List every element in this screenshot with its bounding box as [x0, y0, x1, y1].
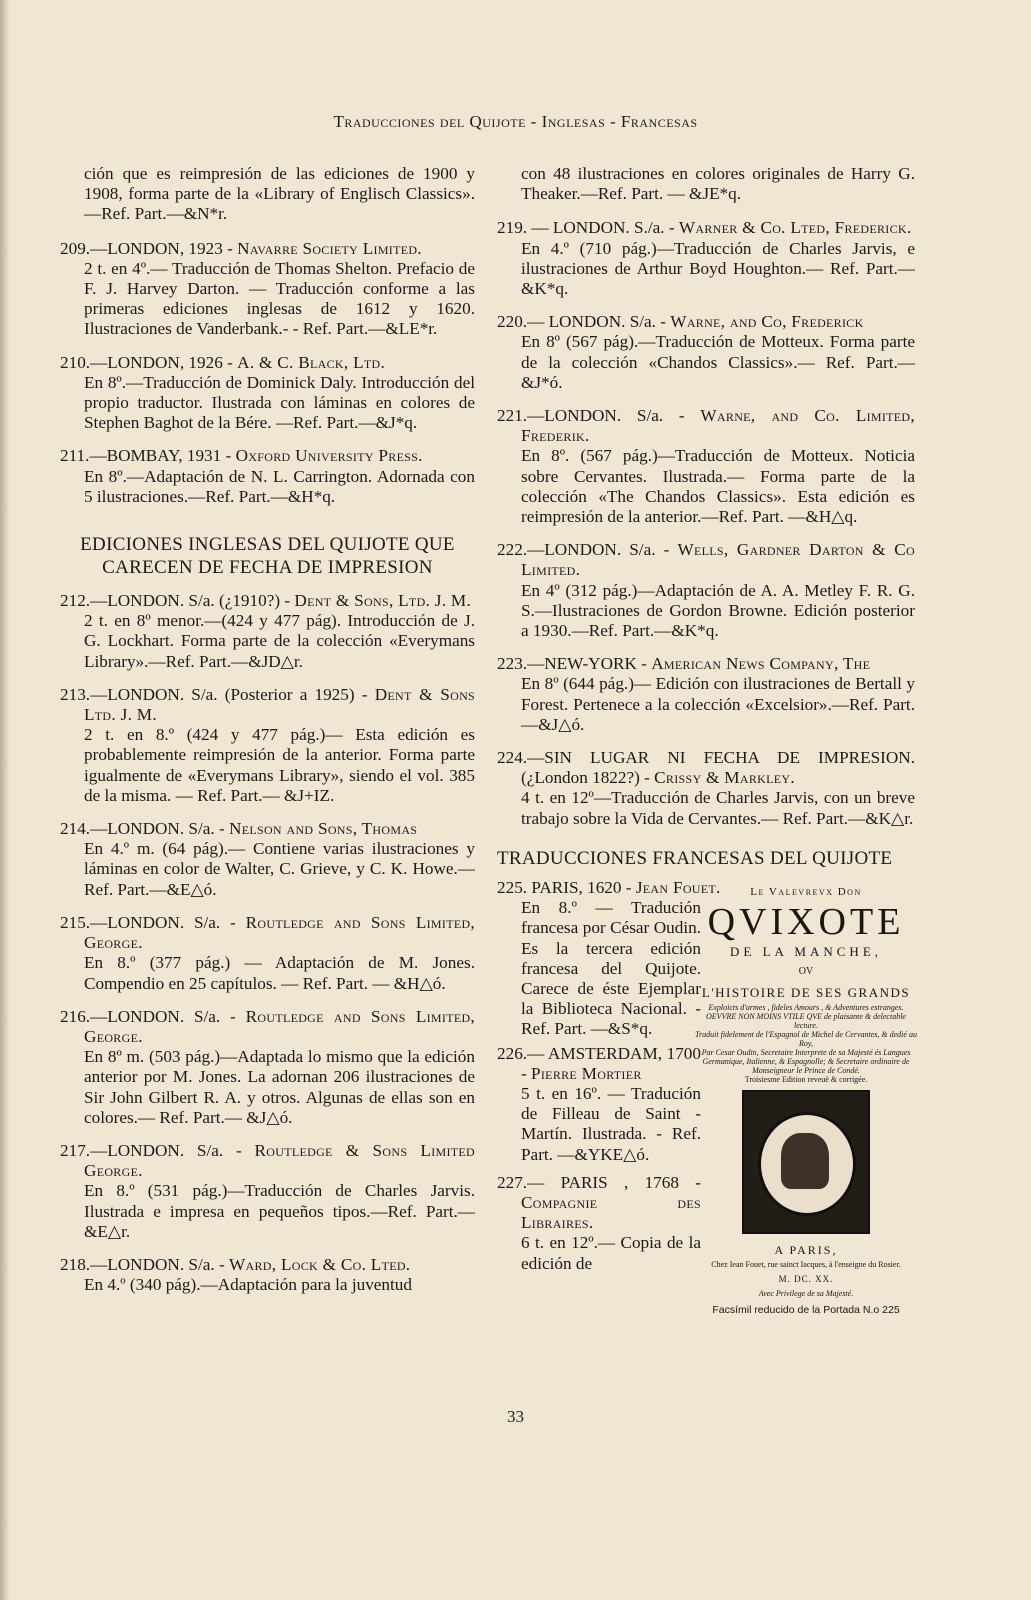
- entry-publisher: Pierre Mortier: [531, 1063, 642, 1083]
- entry-body: En 8.º (531 pág.)—Traducción de Charles Jarvis. Ilustrada e impresa en pequeños tipos.—Ref. Part.—&E△r.: [84, 1181, 475, 1241]
- entry-body: 2 t. en 8º menor.—(424 y 477 pág). Introducción de J. G. Lockhart. Forma parte de la colección «Everymans Library».—Ref. Part.—&JD△r.: [84, 611, 475, 671]
- facsimile-line: Troisiesme Edition reveuë & corrigée.: [744, 1074, 868, 1084]
- facsimile-line: OV: [798, 966, 814, 978]
- entry-publisher: Routledge and Sons Limited, George.: [84, 912, 476, 953]
- entry-body: En 8º (567 pág).—Traducción de Motteux. Forma parte de la colección «Chandos Classics».— Ref. Part.—&J*ó.: [521, 332, 915, 392]
- catalog-entry: [60, 685, 475, 806]
- catalog-entry: [60, 591, 475, 672]
- entry-heading: 211.—BOMBAY, 1931 -: [60, 446, 232, 466]
- entry-heading: 210.—LONDON, 1926 -: [60, 352, 233, 372]
- catalog-entry: [60, 239, 475, 340]
- running-head: Traducciones del Quijote - Inglesas - Francesas: [333, 112, 698, 131]
- right-column: [497, 164, 917, 1317]
- printer-device-woodcut: [742, 1090, 870, 1234]
- page-edge: [0, 0, 10, 1600]
- entry-body: En 4.º m. (64 pág).— Contiene varias ilustraciones y láminas en color de Walter, C. Grieve, y C. K. Howe.—Ref. Part.—&E△ó.: [84, 839, 475, 899]
- entry-publisher: Nelson and Sons, Thomas: [229, 819, 418, 839]
- entry-heading: 215.—LONDON. S/a. -: [60, 912, 236, 932]
- entry-body: En 4º (312 pág.)—Adaptación de A. A. Metley F. R. G. S.—Ilustraciones de Gordon Browne. Edición posterior a 1930.—Ref. Part.—&K*q.: [521, 580, 915, 641]
- entry-heading: 227.— PARIS , 1768 -: [497, 1172, 701, 1192]
- entry-publisher: Navarre Society Limited.: [237, 238, 422, 258]
- entry-body: En 8.º — Tradución francesa por César Oudin. Es la tercera edición francesa del Quijote. Carece de éste Ejemplar la Biblioteca Nacional. - Ref. Part. —&S*q.: [521, 898, 701, 1039]
- entry-body: En 8º m. (503 pág.)—Adaptada lo mismo que la edición anterior por M. Jones. La adornan 206 ilustraciones de Sir John Gilbert R. A. y otros. Algunas de ellas son en colores.— Ref. Part.— &J△ó.: [84, 1047, 475, 1127]
- facsimile-caption: Facsímil reducido de la Portada N.o 225: [712, 1304, 900, 1317]
- entry-publisher: Dent & Sons, Ltd. J. M.: [294, 591, 472, 611]
- entry-heading: 212.—LONDON. S/a. (¿1910?) -: [60, 591, 291, 611]
- catalog-entry: [60, 1255, 475, 1295]
- entry-body: En 4.º (710 pág.)—Traducción de Charles Jarvis, e ilustraciones de Arthur Boyd Houghton.— Ref. Part.—&K*q.: [521, 238, 915, 299]
- entry-heading: 223.—NEW-YORK -: [497, 654, 647, 674]
- entry-publisher: Warne, and Co. Limited, Frederik.: [521, 406, 915, 446]
- woodcut-medallion: [758, 1112, 856, 1216]
- facsimile-line: Exploicts d'armes , fideles Amours , & Adventures estranges.: [708, 1002, 904, 1012]
- entry-body: 2 t. en 4º.— Traducción de Thomas Shelton. Prefacio de F. J. Harvey Darton. — Traducción conforme a las primeras ediciones inglesas de 1612 y 1620. Ilustraciones de Vanderbank.- - Ref. Part.—&LE*r.: [84, 258, 475, 339]
- catalog-entry: [497, 406, 915, 527]
- entry-heading: 209.—LONDON, 1923 -: [60, 238, 233, 258]
- entry-publisher: Crissy & Markley.: [654, 768, 795, 788]
- facsimile-line: L'HISTOIRE DE SES GRANDS: [701, 984, 911, 1000]
- entry-publisher: Routledge & Sons Limited George.: [84, 1140, 476, 1181]
- facsimile-title: QVIXOTE: [707, 901, 905, 944]
- catalog-entry: [60, 913, 475, 994]
- entry-heading: 219. — LONDON. S./a. -: [497, 218, 675, 238]
- entry-heading: 222.—LONDON. S/a. -: [497, 540, 670, 560]
- entry-body: 2 t. en 8.º (424 y 477 pág.)— Esta edición es probablemente reimpresión de la anterior. Forma parte igualmente de «Everymans Library», siendo el vol. 385 de la misma. — Ref. Part.— &J+IZ.: [84, 725, 475, 805]
- entry-heading: 224.—SIN LUGAR NI FECHA DE IMPRESION. (¿London 1822?) -: [497, 748, 915, 788]
- facsimile-printer: Chez Iean Fouet, rue sainct Iacques, à l'enseigne du Rosier.: [711, 1259, 901, 1269]
- entry-publisher: American News Company, The: [651, 654, 871, 674]
- catalog-entry: [60, 819, 475, 900]
- catalog-entry: [497, 654, 915, 735]
- continuation-text: ción que es reimpresión de las ediciones de 1900 y 1908, forma parte de la «Library of Englisch Classics».—Ref. Part.—&N*r.: [84, 164, 475, 224]
- catalog-entry: [497, 748, 915, 829]
- facsimile-date: M. DC. XX.: [778, 1273, 834, 1284]
- catalog-entry: [60, 1141, 475, 1242]
- entry-body: En 4.º (340 pág).—Adaptación para la juventud: [84, 1275, 412, 1295]
- entry-heading: 214.—LONDON. S/a. -: [60, 819, 225, 839]
- page-number: 33: [507, 1407, 524, 1426]
- facsimile-place: A PARIS,: [774, 1242, 838, 1257]
- entry-heading: 220.— LONDON. S/a. -: [497, 312, 666, 332]
- catalog-entry: [60, 446, 475, 507]
- entry-heading: 226.— AMSTERDAM, 1700 -: [497, 1043, 701, 1083]
- entry-publisher: Dent & Sons Ltd. J. M.: [84, 684, 476, 725]
- entry-body: En 8º (644 pág.)— Edición con ilustraciones de Bertall y Forest. Pertenece a la colección «Excelsior».—Ref. Part.—&J△ó.: [521, 674, 915, 734]
- section-title-english-undated: EDICIONES INGLESAS DEL QUIJOTE QUE CARECEN DE FECHA DE IMPRESION: [80, 534, 455, 579]
- entry-publisher: Routledge and Sons Limited, George.: [84, 1006, 476, 1046]
- entry-body: En 8.º (377 pág.) — Adaptación de M. Jones. Compendio en 25 capítulos. — Ref. Part. — &H△ó.: [84, 953, 475, 993]
- facsimile-line: Par Cesar Oudin, Secretaire Interprete de sa Majesté és Langues Germanique, Italienne, & Espagnolle; & Secretaire ordinaire de Monseigneur le Prince de Condé.: [701, 1047, 911, 1075]
- entry-publisher: Jean Fouet.: [635, 877, 721, 897]
- entry-heading: 216.—LONDON. S/a. -: [60, 1006, 236, 1026]
- section-title-french: TRADUCCIONES FRANCESAS DEL QUIJOTE: [497, 847, 893, 869]
- entry-publisher: Wells, Gardner Darton & Co Limited.: [521, 540, 916, 580]
- entry-body: 4 t. en 12º—Traducción de Charles Jarvis, con un breve trabajo sobre la Vida de Cervantes.— Ref. Part.—&K△r.: [521, 788, 915, 828]
- title-page-facsimile: [695, 882, 917, 1320]
- entry-publisher: Ward, Lock & Co. Lted.: [229, 1254, 411, 1274]
- entry-heading: 218.—LONDON. S/a. -: [60, 1254, 225, 1274]
- french-entries-with-facsimile: [497, 877, 917, 1317]
- entry-body: En 8º.—Adaptación de N. L. Carrington. Adornada con 5 ilustraciones.—Ref. Part.—&H*q.: [84, 466, 475, 506]
- facsimile-line: DE LA MANCHE,: [729, 944, 883, 960]
- entry-publisher: Compagnie des Libraires.: [521, 1192, 701, 1233]
- entry-publisher: Warner & Co. Lted, Frederick.: [678, 218, 912, 238]
- catalog-entry: [497, 540, 915, 641]
- entry-heading: 225. PARIS, 1620 -: [497, 877, 632, 897]
- entry-body: En 8º. (567 pág.)—Traducción de Motteux. Noticia sobre Cervantes. Ilustrada.— Forma parte de la colección «The Chandos Classics». Esta edición es reimpresión de la anterior.—Ref. Part. —&H△q.: [521, 446, 915, 527]
- entry-heading: 217.—LONDON. S/a. -: [60, 1140, 242, 1160]
- entry-publisher: Warne, and Co, Frederick: [670, 312, 864, 332]
- catalog-entry: [60, 353, 475, 434]
- entry-publisher: Oxford University Press.: [235, 446, 423, 466]
- continuation-text: con 48 ilustraciones en colores originales de Harry G. Theaker.—Ref. Part. — &JE*q.: [521, 164, 915, 204]
- facsimile-line: Le Valevrevx Don: [750, 885, 862, 898]
- facsimile-line: Traduit fidelement de l'Espagnol de Michel de Cervantes, & dedié au Roy,: [695, 1029, 917, 1048]
- entry-heading: 221.—LONDON. S/a. -: [497, 406, 685, 426]
- entry-heading: 213.—LONDON. S/a. (Posterior a 1925) -: [60, 684, 368, 704]
- entry-body: 6 t. en 12º.— Copia de la edición de: [521, 1233, 701, 1273]
- entry-body: 5 t. en 16º. — Tradución de Filleau de Saint - Martín. Ilustrada. - Ref. Part. —&YKE△ó.: [521, 1083, 701, 1164]
- catalog-entry: [497, 218, 915, 299]
- entry-publisher: A. & C. Black, Ltd.: [237, 352, 386, 372]
- facsimile-line: OEVVRE NON MOINS VTILE QVE de plaisante & delectable lecture.: [706, 1011, 906, 1030]
- entry-body: En 8º.—Traducción de Dominick Daly. Introducción del propio traductor. Ilustrada con láminas en colores de Stephen Baghot de la Bére. —Ref. Part.—&J*q.: [84, 372, 475, 433]
- left-column: [60, 164, 475, 1308]
- catalog-entry: [497, 312, 915, 393]
- facsimile-privilege: Avec Privilege de sa Majesté.: [758, 1289, 854, 1299]
- catalog-entry: [60, 1007, 475, 1128]
